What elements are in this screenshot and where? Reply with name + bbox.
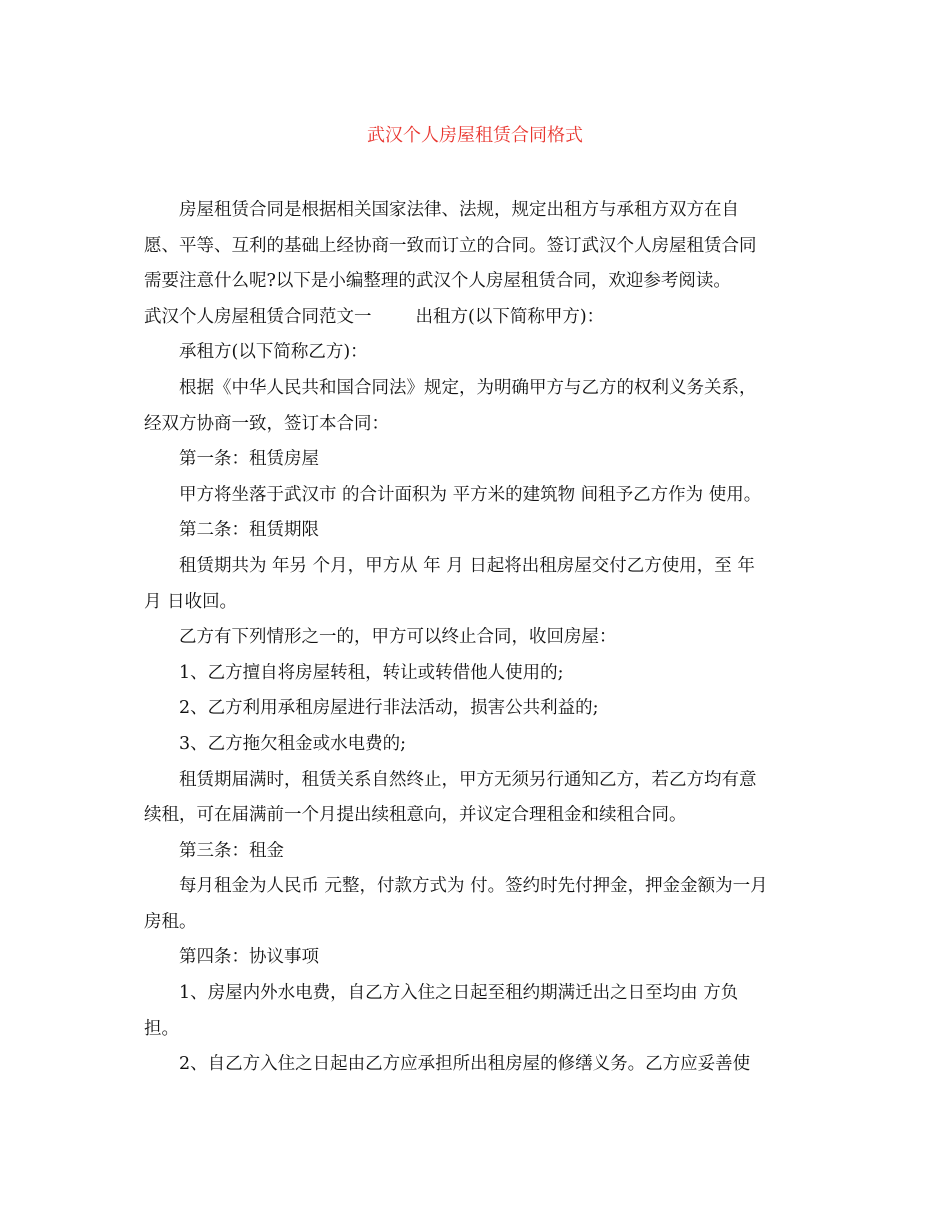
paragraph-line: 租赁期共为 年另 个月，甲方从 年 月 日起将出租房屋交付乙方使用，至 年: [179, 555, 755, 576]
paragraph-line: 经双方协商一致，签订本合同：: [144, 413, 389, 434]
paragraph-line: 愿、平等、互利的基础上经协商一致而订立的合同。签订武汉个人房屋租赁合同: [144, 235, 757, 256]
paragraph-line: [144, 300, 808, 336]
paragraph-line: 担。: [144, 1018, 179, 1039]
paragraph-line: 房租。: [144, 911, 197, 932]
article-heading: 第四条：协议事项: [179, 947, 319, 968]
paragraph-line: 每月租金为人民币 元整，付款方式为 付。签约时先付押金，押金金额为一月: [179, 876, 768, 897]
paragraph-line: 房屋租赁合同是根据相关国家法律、法规，规定出租方与承租方双方在自: [179, 200, 739, 220]
list-item: 1、乙方擅自将房屋转租，转让或转借他人使用的;: [179, 662, 564, 683]
paragraph-line: 根据《中华人民共和国合同法》规定，为明确甲方与乙方的权利义务关系，: [179, 377, 757, 398]
article-heading: 第一条：租赁房屋: [179, 449, 319, 470]
paragraph-line: 乙方有下列情形之一的，甲方可以终止合同，收回房屋：: [179, 627, 617, 648]
list-item: 2、自乙方入住之日起由乙方应承担所出租房屋的修缮义务。乙方应妥善使: [179, 1054, 751, 1075]
list-item: 1、房屋内外水电费，自乙方入住之日起至租约期满迁出之日至均由 方负: [179, 983, 739, 1004]
lessor-label: 出租方(以下简称甲方)：: [415, 306, 605, 327]
paragraph-line: 甲方将坐落于武汉市 的合计面积为 平方米的建筑物 间租予乙方作为 使用。: [179, 484, 762, 505]
paragraph-line: 租赁期届满时，租赁关系自然终止，甲方无须另行通知乙方，若乙方均有意: [179, 769, 757, 790]
section-heading: 武汉个人房屋租赁合同范文一: [144, 306, 372, 327]
list-item: 3、乙方拖欠租金或水电费的;: [179, 733, 407, 754]
list-item: 2、乙方利用承租房屋进行非法活动，损害公共利益的;: [179, 698, 599, 719]
paragraph-line: 续租，可在届满前一个月提出续租意向，并议定合理租金和续租合同。: [144, 805, 687, 826]
paragraph-line: 月 日收回。: [144, 591, 238, 612]
article-heading: 第三条：租金: [179, 840, 284, 861]
article-heading: 第二条：租赁期限: [179, 520, 319, 541]
paragraph-line: 需要注意什么呢?以下是小编整理的武汉个人房屋租赁合同，欢迎参考阅读。: [144, 271, 731, 292]
document-body: [144, 193, 808, 1083]
document-title: 武汉个人房屋租赁合同格式: [367, 125, 583, 146]
lessee-label: 承租方(以下简称乙方)：: [179, 342, 368, 363]
